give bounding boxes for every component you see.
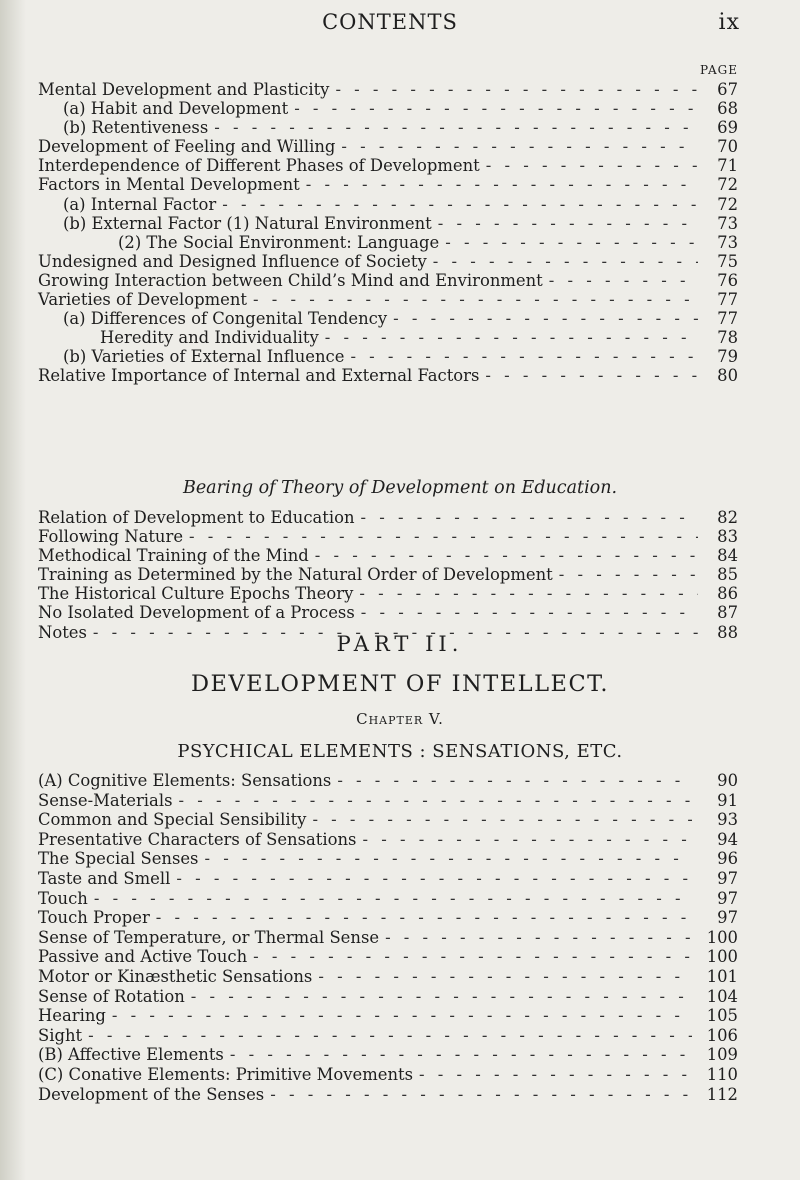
toc-entry-title: The Special Senses	[38, 849, 199, 869]
dot-leader	[438, 214, 698, 233]
dot-leader	[419, 1065, 692, 1084]
toc-entry-title: Taste and Smell	[38, 868, 171, 888]
toc-entry	[38, 118, 738, 137]
dot-leader	[156, 908, 692, 927]
toc-entry-title: The Historical Culture Epochs Theory	[38, 584, 354, 604]
toc-section-2	[38, 508, 738, 642]
dot-leader	[350, 347, 698, 366]
toc-entry-page: 110	[706, 1064, 738, 1084]
toc-entry-title: (a) Differences of Congenital Tendency	[63, 309, 388, 329]
toc-entry-page: 68	[717, 99, 738, 119]
toc-entry	[38, 309, 738, 328]
toc-entry-title: Common and Special Sensibility	[38, 810, 307, 830]
dot-leader	[222, 195, 698, 214]
dot-leader	[306, 175, 698, 194]
dot-leader	[485, 366, 698, 385]
toc-entry-page: 96	[717, 849, 738, 869]
header-title: CONTENTS	[322, 10, 458, 34]
toc-entry-page: 100	[706, 947, 738, 967]
toc-entry-title: Methodical Training of the Mind	[38, 546, 309, 566]
dot-leader	[112, 1006, 692, 1025]
toc-entry-page: 77	[717, 290, 738, 310]
toc-entry-page: 76	[717, 270, 738, 290]
toc-entry-title: Growing Interaction between Child’s Mind and Environment	[38, 270, 543, 290]
toc-entry-page: 97	[717, 888, 738, 908]
chapter-heading: Chapter V.	[356, 710, 444, 728]
toc-entry-page: 73	[717, 213, 738, 233]
toc-entry-title: (b) Varieties of External Influence	[63, 347, 345, 367]
toc-entry-title: Hearing	[38, 1006, 106, 1026]
page-gutter-shadow	[0, 0, 26, 1180]
dot-leader	[486, 156, 698, 175]
toc-entry-title: Sight	[38, 1025, 83, 1045]
toc-entry-title: (b) External Factor (1) Natural Environment	[63, 213, 432, 233]
toc-entry	[38, 1026, 738, 1046]
toc-entry-page: 86	[717, 584, 738, 604]
toc-entry-title: (b) Retentiveness	[63, 118, 209, 138]
toc-entry	[38, 771, 738, 791]
toc-entry	[38, 830, 738, 850]
toc-entry-title: Relative Importance of Internal and External Factors	[38, 366, 480, 386]
toc-entry-title: Passive and Active Touch	[38, 947, 248, 967]
dot-leader	[191, 987, 692, 1006]
toc-entry	[38, 252, 738, 271]
toc-entry-page: 100	[706, 927, 738, 947]
dot-leader	[178, 791, 692, 810]
dot-leader	[549, 271, 698, 290]
toc-entry-title: Relation of Development to Education	[38, 508, 355, 527]
toc-entry	[38, 565, 738, 584]
toc-entry-page: 93	[717, 810, 738, 830]
toc-entry-title: (C) Conative Elements: Primitive Movements	[38, 1064, 414, 1084]
dot-leader	[189, 527, 698, 546]
toc-entry-title: Presentative Characters of Sensations	[38, 829, 357, 849]
toc-entry-title: No Isolated Development of a Process	[38, 603, 355, 623]
toc-entry-title: Sense of Rotation	[38, 986, 185, 1006]
dot-leader	[559, 565, 698, 584]
dot-leader	[361, 603, 698, 622]
dot-leader	[253, 947, 692, 966]
toc-entry	[38, 1006, 738, 1026]
toc-entry-page: 72	[717, 194, 738, 214]
toc-entry	[38, 527, 738, 546]
toc-entry-title: Notes	[38, 622, 87, 642]
toc-entry	[38, 869, 738, 889]
toc-entry-title: Development of Feeling and Willing	[38, 137, 336, 157]
dot-leader	[312, 810, 692, 829]
toc-entry-title: (B) Affective Elements	[38, 1045, 224, 1065]
toc-entry-title: Factors in Mental Development	[38, 175, 300, 195]
toc-entry	[38, 928, 738, 948]
toc-entry	[38, 810, 738, 830]
toc-entry-title: Motor or Kinæsthetic Sensations	[38, 966, 313, 986]
toc-entry-page: 80	[717, 366, 738, 386]
toc-entry-title: Training as Determined by the Natural Order of Development	[38, 565, 553, 585]
toc-entry-page: 75	[717, 251, 738, 271]
toc-entry-page: 82	[717, 508, 738, 527]
toc-entry-page: 87	[717, 603, 738, 623]
toc-entry	[38, 947, 738, 967]
toc-entry	[38, 967, 738, 987]
toc-entry-page: 69	[717, 118, 738, 138]
dot-leader	[230, 1045, 692, 1064]
toc-entry-page: 67	[717, 80, 738, 99]
toc-entry	[38, 366, 738, 385]
toc-section-1	[38, 80, 738, 386]
dot-leader	[94, 889, 692, 908]
header-page-number: ix	[718, 10, 740, 35]
dot-leader	[88, 1026, 692, 1045]
toc-entry-page: 97	[717, 868, 738, 888]
toc-entry	[38, 156, 738, 175]
toc-entry-title: Sense-Materials	[38, 790, 173, 810]
dot-leader	[385, 928, 692, 947]
part-heading: PART II.	[336, 632, 464, 656]
toc-entry-page: 104	[706, 986, 738, 1006]
toc-entry	[38, 849, 738, 869]
toc-entry	[38, 603, 738, 622]
toc-entry-page: 112	[706, 1084, 738, 1104]
toc-entry	[38, 328, 738, 347]
toc-entry	[38, 889, 738, 909]
toc-entry	[38, 271, 738, 290]
toc-entry	[38, 1065, 738, 1085]
toc-entry	[38, 99, 738, 118]
toc-entry-page: 105	[706, 1006, 738, 1026]
toc-entry	[38, 546, 738, 565]
toc-entry-page: 106	[706, 1025, 738, 1045]
dot-leader	[176, 869, 692, 888]
toc-entry	[38, 233, 738, 252]
toc-entry	[38, 347, 738, 366]
toc-entry-page: 90	[717, 771, 738, 790]
toc-entry	[38, 195, 738, 214]
toc-entry	[38, 908, 738, 928]
toc-entry-title: (a) Habit and Development	[63, 99, 289, 119]
toc-entry-page: 83	[717, 527, 738, 547]
dot-leader	[335, 80, 698, 99]
toc-entry-title: (A) Cognitive Elements: Sensations	[38, 771, 332, 790]
toc-entry-page: 85	[717, 565, 738, 585]
toc-entry-page: 101	[706, 966, 738, 986]
toc-entry-title: Following Nature	[38, 527, 184, 547]
dot-leader	[270, 1085, 692, 1104]
dot-leader	[325, 328, 698, 347]
dot-leader	[433, 252, 698, 271]
part-title: DEVELOPMENT OF INTELLECT.	[190, 671, 610, 697]
toc-entry-title: Touch	[38, 888, 88, 908]
toc-entry-page: 94	[717, 829, 738, 849]
toc-entry-title: Interdependence of Different Phases of Development	[38, 156, 480, 176]
dot-leader	[318, 967, 692, 986]
toc-entry	[38, 508, 738, 527]
dot-leader	[214, 118, 698, 137]
dot-leader	[445, 233, 698, 252]
dot-leader	[362, 830, 692, 849]
dot-leader	[361, 508, 698, 527]
toc-entry-page: 77	[717, 309, 738, 329]
toc-entry	[38, 80, 738, 99]
toc-entry-page: 109	[706, 1045, 738, 1065]
toc-entry	[38, 137, 738, 156]
dot-leader	[393, 309, 698, 328]
toc-entry-page: 79	[717, 347, 738, 367]
dot-leader	[204, 849, 692, 868]
dot-leader	[341, 137, 698, 156]
toc-entry-page: 73	[717, 232, 738, 252]
toc-entry-title: Touch Proper	[38, 908, 150, 928]
toc-entry	[38, 791, 738, 811]
toc-entry	[38, 584, 738, 603]
toc-entry-title: Development of the Senses	[38, 1084, 265, 1104]
dot-leader	[253, 290, 698, 309]
dot-leader	[337, 771, 692, 790]
toc-entry-page: 72	[717, 175, 738, 195]
page-column-label: PAGE	[700, 63, 738, 77]
toc-entry-page: 91	[717, 790, 738, 810]
toc-entry-title: Varieties of Development	[38, 290, 247, 310]
toc-entry	[38, 1045, 738, 1065]
toc-entry-page: 88	[717, 622, 738, 642]
toc-entry	[38, 214, 738, 233]
toc-entry-page: 97	[717, 908, 738, 928]
toc-entry	[38, 290, 738, 309]
toc-entry-page: 84	[717, 546, 738, 566]
toc-entry-title: (2) The Social Environment: Language	[118, 232, 440, 252]
toc-entry-title: Sense of Temperature, or Thermal Sense	[38, 927, 380, 947]
toc-entry-title: (a) Internal Factor	[63, 194, 217, 214]
toc-entry-page: 71	[717, 156, 738, 176]
toc-entry	[38, 175, 738, 194]
toc-entry-page: 78	[717, 328, 738, 348]
dot-leader	[359, 584, 698, 603]
toc-entry-title: Heredity and Individuality	[100, 328, 319, 348]
toc-entry-title: Mental Development and Plasticity	[38, 80, 330, 99]
toc-entry	[38, 987, 738, 1007]
running-header	[40, 6, 740, 36]
dot-leader	[315, 546, 698, 565]
dot-leader	[294, 99, 698, 118]
section-subheading: Bearing of Theory of Development on Education.	[182, 478, 618, 498]
toc-entry-page: 70	[717, 137, 738, 157]
toc-section-3	[38, 771, 738, 1104]
toc-entry-title: Undesigned and Designed Influence of Society	[38, 251, 427, 271]
toc-entry	[38, 1085, 738, 1105]
chapter-title: PSYCHICAL ELEMENTS : SENSATIONS, ETC.	[177, 741, 623, 762]
